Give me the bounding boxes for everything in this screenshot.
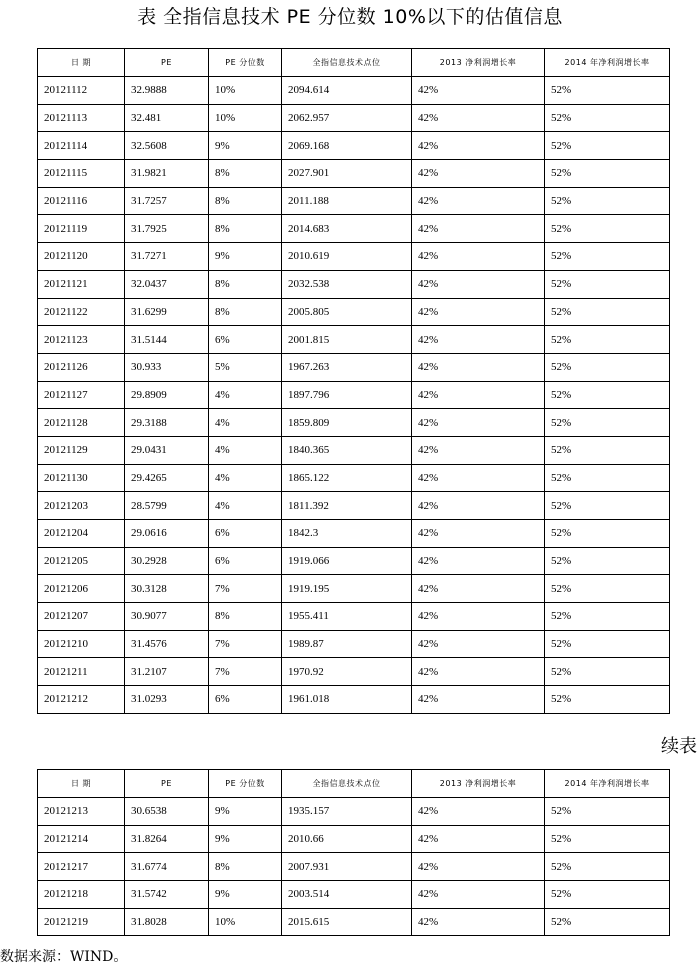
valuation-table-continued <box>37 769 670 936</box>
cell-index-level: 2032.538 <box>282 270 412 298</box>
cell-growth-2014: 52% <box>545 104 670 132</box>
cell-growth-2014: 52% <box>545 160 670 188</box>
cell-growth-2014: 52% <box>545 326 670 354</box>
cell-pe: 31.9821 <box>125 160 209 188</box>
table-row <box>38 798 670 826</box>
cell-growth-2014: 52% <box>545 353 670 381</box>
cell-growth-2013: 42% <box>412 187 545 215</box>
table-row <box>38 381 670 409</box>
cell-growth-2014: 52% <box>545 77 670 105</box>
cell-pe-percentile: 4% <box>209 381 282 409</box>
cell-index-level: 1859.809 <box>282 409 412 437</box>
cell-index-level: 1919.066 <box>282 547 412 575</box>
cell-index-level: 2015.615 <box>282 908 412 936</box>
cell-growth-2013: 42% <box>412 243 545 271</box>
cell-pe: 31.8028 <box>125 908 209 936</box>
cell-growth-2014: 52% <box>545 132 670 160</box>
cell-pe-percentile: 9% <box>209 243 282 271</box>
cell-date: 20121122 <box>38 298 125 326</box>
cell-index-level: 1935.157 <box>282 798 412 826</box>
cell-pe-percentile: 6% <box>209 326 282 354</box>
cell-pe: 31.4576 <box>125 630 209 658</box>
cell-date: 20121116 <box>38 187 125 215</box>
cell-growth-2013: 42% <box>412 326 545 354</box>
cell-date: 20121114 <box>38 132 125 160</box>
cell-index-level: 1811.392 <box>282 492 412 520</box>
cell-growth-2014: 52% <box>545 298 670 326</box>
cell-pe-percentile: 10% <box>209 77 282 105</box>
cell-pe-percentile: 8% <box>209 160 282 188</box>
cell-growth-2014: 52% <box>545 881 670 909</box>
cell-index-level: 1989.87 <box>282 630 412 658</box>
cell-pe: 31.7257 <box>125 187 209 215</box>
cell-growth-2013: 42% <box>412 464 545 492</box>
cell-index-level: 1967.263 <box>282 353 412 381</box>
table-row <box>38 908 670 936</box>
table-row <box>38 215 670 243</box>
cell-growth-2013: 42% <box>412 686 545 714</box>
cell-growth-2013: 42% <box>412 658 545 686</box>
cell-growth-2014: 52% <box>545 492 670 520</box>
cell-pe-percentile: 4% <box>209 464 282 492</box>
cell-pe: 29.3188 <box>125 409 209 437</box>
cell-pe-percentile: 4% <box>209 409 282 437</box>
table-row <box>38 853 670 881</box>
cell-growth-2014: 52% <box>545 464 670 492</box>
cell-index-level: 2007.931 <box>282 853 412 881</box>
cell-index-level: 1842.3 <box>282 520 412 548</box>
table-row <box>38 353 670 381</box>
cell-date: 20121205 <box>38 547 125 575</box>
cell-growth-2014: 52% <box>545 215 670 243</box>
cell-pe: 30.933 <box>125 353 209 381</box>
cell-pe-percentile: 7% <box>209 630 282 658</box>
cell-index-level: 2001.815 <box>282 326 412 354</box>
cell-pe: 29.4265 <box>125 464 209 492</box>
cell-date: 20121212 <box>38 686 125 714</box>
table-row <box>38 270 670 298</box>
cell-index-level: 1919.195 <box>282 575 412 603</box>
cell-date: 20121129 <box>38 436 125 464</box>
table-row <box>38 187 670 215</box>
cell-growth-2014: 52% <box>545 686 670 714</box>
cell-pe-percentile: 6% <box>209 686 282 714</box>
data-source-note: 数据来源：WIND。 <box>0 949 128 965</box>
header-pe: PE <box>125 49 209 77</box>
valuation-table <box>37 48 670 714</box>
table-row <box>38 298 670 326</box>
cell-growth-2013: 42% <box>412 436 545 464</box>
cell-pe-percentile: 6% <box>209 547 282 575</box>
cell-pe-percentile: 8% <box>209 298 282 326</box>
cell-pe-percentile: 9% <box>209 881 282 909</box>
cell-index-level: 2069.168 <box>282 132 412 160</box>
cell-pe: 30.2928 <box>125 547 209 575</box>
cell-index-level: 2062.957 <box>282 104 412 132</box>
cell-pe-percentile: 8% <box>209 215 282 243</box>
cell-date: 20121113 <box>38 104 125 132</box>
cell-growth-2013: 42% <box>412 104 545 132</box>
table-row <box>38 77 670 105</box>
cell-growth-2014: 52% <box>545 603 670 631</box>
table-row <box>38 326 670 354</box>
cell-pe: 31.6774 <box>125 853 209 881</box>
cell-pe: 31.7925 <box>125 215 209 243</box>
table-row <box>38 603 670 631</box>
table-header-row <box>38 770 670 798</box>
cell-date: 20121121 <box>38 270 125 298</box>
cell-growth-2013: 42% <box>412 270 545 298</box>
table-row <box>38 630 670 658</box>
cell-pe-percentile: 8% <box>209 853 282 881</box>
cell-date: 20121115 <box>38 160 125 188</box>
cell-pe-percentile: 4% <box>209 436 282 464</box>
table-row <box>38 881 670 909</box>
cell-growth-2013: 42% <box>412 160 545 188</box>
cell-growth-2013: 42% <box>412 798 545 826</box>
table-row <box>38 464 670 492</box>
cell-pe: 30.6538 <box>125 798 209 826</box>
cell-growth-2014: 52% <box>545 908 670 936</box>
cell-growth-2013: 42% <box>412 908 545 936</box>
cell-date: 20121112 <box>38 77 125 105</box>
cell-date: 20121127 <box>38 381 125 409</box>
cell-index-level: 1961.018 <box>282 686 412 714</box>
cell-pe: 32.9888 <box>125 77 209 105</box>
header-growth-2014: 2014 年净利润增长率 <box>545 770 670 798</box>
table-header-row <box>38 49 670 77</box>
cell-growth-2013: 42% <box>412 603 545 631</box>
cell-date: 20121204 <box>38 520 125 548</box>
cell-pe-percentile: 5% <box>209 353 282 381</box>
cell-index-level: 1970.92 <box>282 658 412 686</box>
cell-growth-2013: 42% <box>412 298 545 326</box>
cell-date: 20121203 <box>38 492 125 520</box>
cell-growth-2013: 42% <box>412 381 545 409</box>
cell-date: 20121214 <box>38 825 125 853</box>
cell-date: 20121213 <box>38 798 125 826</box>
cell-pe: 31.7271 <box>125 243 209 271</box>
cell-pe-percentile: 9% <box>209 825 282 853</box>
cell-growth-2014: 52% <box>545 547 670 575</box>
header-growth-2014: 2014 年净利润增长率 <box>545 49 670 77</box>
cell-pe: 29.8909 <box>125 381 209 409</box>
cell-pe-percentile: 8% <box>209 270 282 298</box>
cell-growth-2013: 42% <box>412 492 545 520</box>
cell-pe: 32.5608 <box>125 132 209 160</box>
header-pe: PE <box>125 770 209 798</box>
table-row <box>38 132 670 160</box>
cell-index-level: 1865.122 <box>282 464 412 492</box>
cell-date: 20121207 <box>38 603 125 631</box>
cell-index-level: 2010.66 <box>282 825 412 853</box>
cell-pe-percentile: 4% <box>209 492 282 520</box>
cell-pe: 31.6299 <box>125 298 209 326</box>
header-index-level: 全指信息技术点位 <box>282 49 412 77</box>
cell-pe: 31.5144 <box>125 326 209 354</box>
cell-growth-2014: 52% <box>545 798 670 826</box>
cell-growth-2014: 52% <box>545 436 670 464</box>
cell-pe-percentile: 6% <box>209 520 282 548</box>
cell-growth-2014: 52% <box>545 520 670 548</box>
cell-growth-2014: 52% <box>545 825 670 853</box>
cell-date: 20121130 <box>38 464 125 492</box>
cell-growth-2013: 42% <box>412 547 545 575</box>
cell-pe: 28.5799 <box>125 492 209 520</box>
cell-growth-2013: 42% <box>412 630 545 658</box>
cell-index-level: 1955.411 <box>282 603 412 631</box>
table-row <box>38 104 670 132</box>
cell-growth-2014: 52% <box>545 853 670 881</box>
cell-date: 20121210 <box>38 630 125 658</box>
cell-growth-2014: 52% <box>545 630 670 658</box>
cell-date: 20121206 <box>38 575 125 603</box>
table-row <box>38 686 670 714</box>
cell-index-level: 2094.614 <box>282 77 412 105</box>
cell-pe: 30.3128 <box>125 575 209 603</box>
table-row <box>38 520 670 548</box>
header-pe-percentile: PE 分位数 <box>209 770 282 798</box>
table-title: 表 全指信息技术 PE 分位数 10%以下的估值信息 <box>137 6 563 28</box>
table-row <box>38 492 670 520</box>
table-row <box>38 547 670 575</box>
cell-pe-percentile: 7% <box>209 575 282 603</box>
cell-growth-2013: 42% <box>412 853 545 881</box>
cell-pe-percentile: 7% <box>209 658 282 686</box>
table-row <box>38 658 670 686</box>
table-row <box>38 160 670 188</box>
header-pe-percentile: PE 分位数 <box>209 49 282 77</box>
cell-index-level: 2005.805 <box>282 298 412 326</box>
cell-pe: 31.2107 <box>125 658 209 686</box>
cell-index-level: 1840.365 <box>282 436 412 464</box>
table-row <box>38 243 670 271</box>
cell-date: 20121219 <box>38 908 125 936</box>
cell-growth-2013: 42% <box>412 132 545 160</box>
cell-growth-2014: 52% <box>545 243 670 271</box>
cell-pe-percentile: 9% <box>209 132 282 160</box>
cell-pe: 29.0431 <box>125 436 209 464</box>
cell-growth-2014: 52% <box>545 381 670 409</box>
cell-growth-2014: 52% <box>545 575 670 603</box>
header-growth-2013: 2013 净利润增长率 <box>412 770 545 798</box>
cell-pe-percentile: 10% <box>209 104 282 132</box>
cell-pe-percentile: 8% <box>209 187 282 215</box>
table-row <box>38 436 670 464</box>
table-row <box>38 409 670 437</box>
cell-growth-2013: 42% <box>412 575 545 603</box>
cell-pe-percentile: 8% <box>209 603 282 631</box>
cell-pe: 29.0616 <box>125 520 209 548</box>
header-date: 日 期 <box>38 49 125 77</box>
table-row <box>38 575 670 603</box>
cell-date: 20121211 <box>38 658 125 686</box>
cell-growth-2013: 42% <box>412 353 545 381</box>
cell-growth-2014: 52% <box>545 409 670 437</box>
cell-growth-2014: 52% <box>545 270 670 298</box>
continued-label: 续表 <box>661 736 697 757</box>
cell-date: 20121217 <box>38 853 125 881</box>
cell-growth-2013: 42% <box>412 409 545 437</box>
cell-date: 20121123 <box>38 326 125 354</box>
cell-index-level: 2003.514 <box>282 881 412 909</box>
cell-date: 20121126 <box>38 353 125 381</box>
cell-growth-2013: 42% <box>412 881 545 909</box>
cell-growth-2014: 52% <box>545 658 670 686</box>
cell-date: 20121218 <box>38 881 125 909</box>
cell-pe: 32.0437 <box>125 270 209 298</box>
cell-pe-percentile: 9% <box>209 798 282 826</box>
cell-growth-2013: 42% <box>412 825 545 853</box>
cell-pe-percentile: 10% <box>209 908 282 936</box>
cell-index-level: 2014.683 <box>282 215 412 243</box>
cell-index-level: 2011.188 <box>282 187 412 215</box>
cell-growth-2013: 42% <box>412 520 545 548</box>
cell-pe: 32.481 <box>125 104 209 132</box>
header-growth-2013: 2013 净利润增长率 <box>412 49 545 77</box>
cell-pe: 31.5742 <box>125 881 209 909</box>
cell-date: 20121128 <box>38 409 125 437</box>
cell-growth-2013: 42% <box>412 77 545 105</box>
cell-index-level: 2027.901 <box>282 160 412 188</box>
header-index-level: 全指信息技术点位 <box>282 770 412 798</box>
cell-growth-2014: 52% <box>545 187 670 215</box>
cell-index-level: 2010.619 <box>282 243 412 271</box>
cell-index-level: 1897.796 <box>282 381 412 409</box>
cell-growth-2013: 42% <box>412 215 545 243</box>
cell-pe: 31.8264 <box>125 825 209 853</box>
table-row <box>38 825 670 853</box>
cell-date: 20121120 <box>38 243 125 271</box>
cell-pe: 31.0293 <box>125 686 209 714</box>
cell-pe: 30.9077 <box>125 603 209 631</box>
cell-date: 20121119 <box>38 215 125 243</box>
header-date: 日 期 <box>38 770 125 798</box>
